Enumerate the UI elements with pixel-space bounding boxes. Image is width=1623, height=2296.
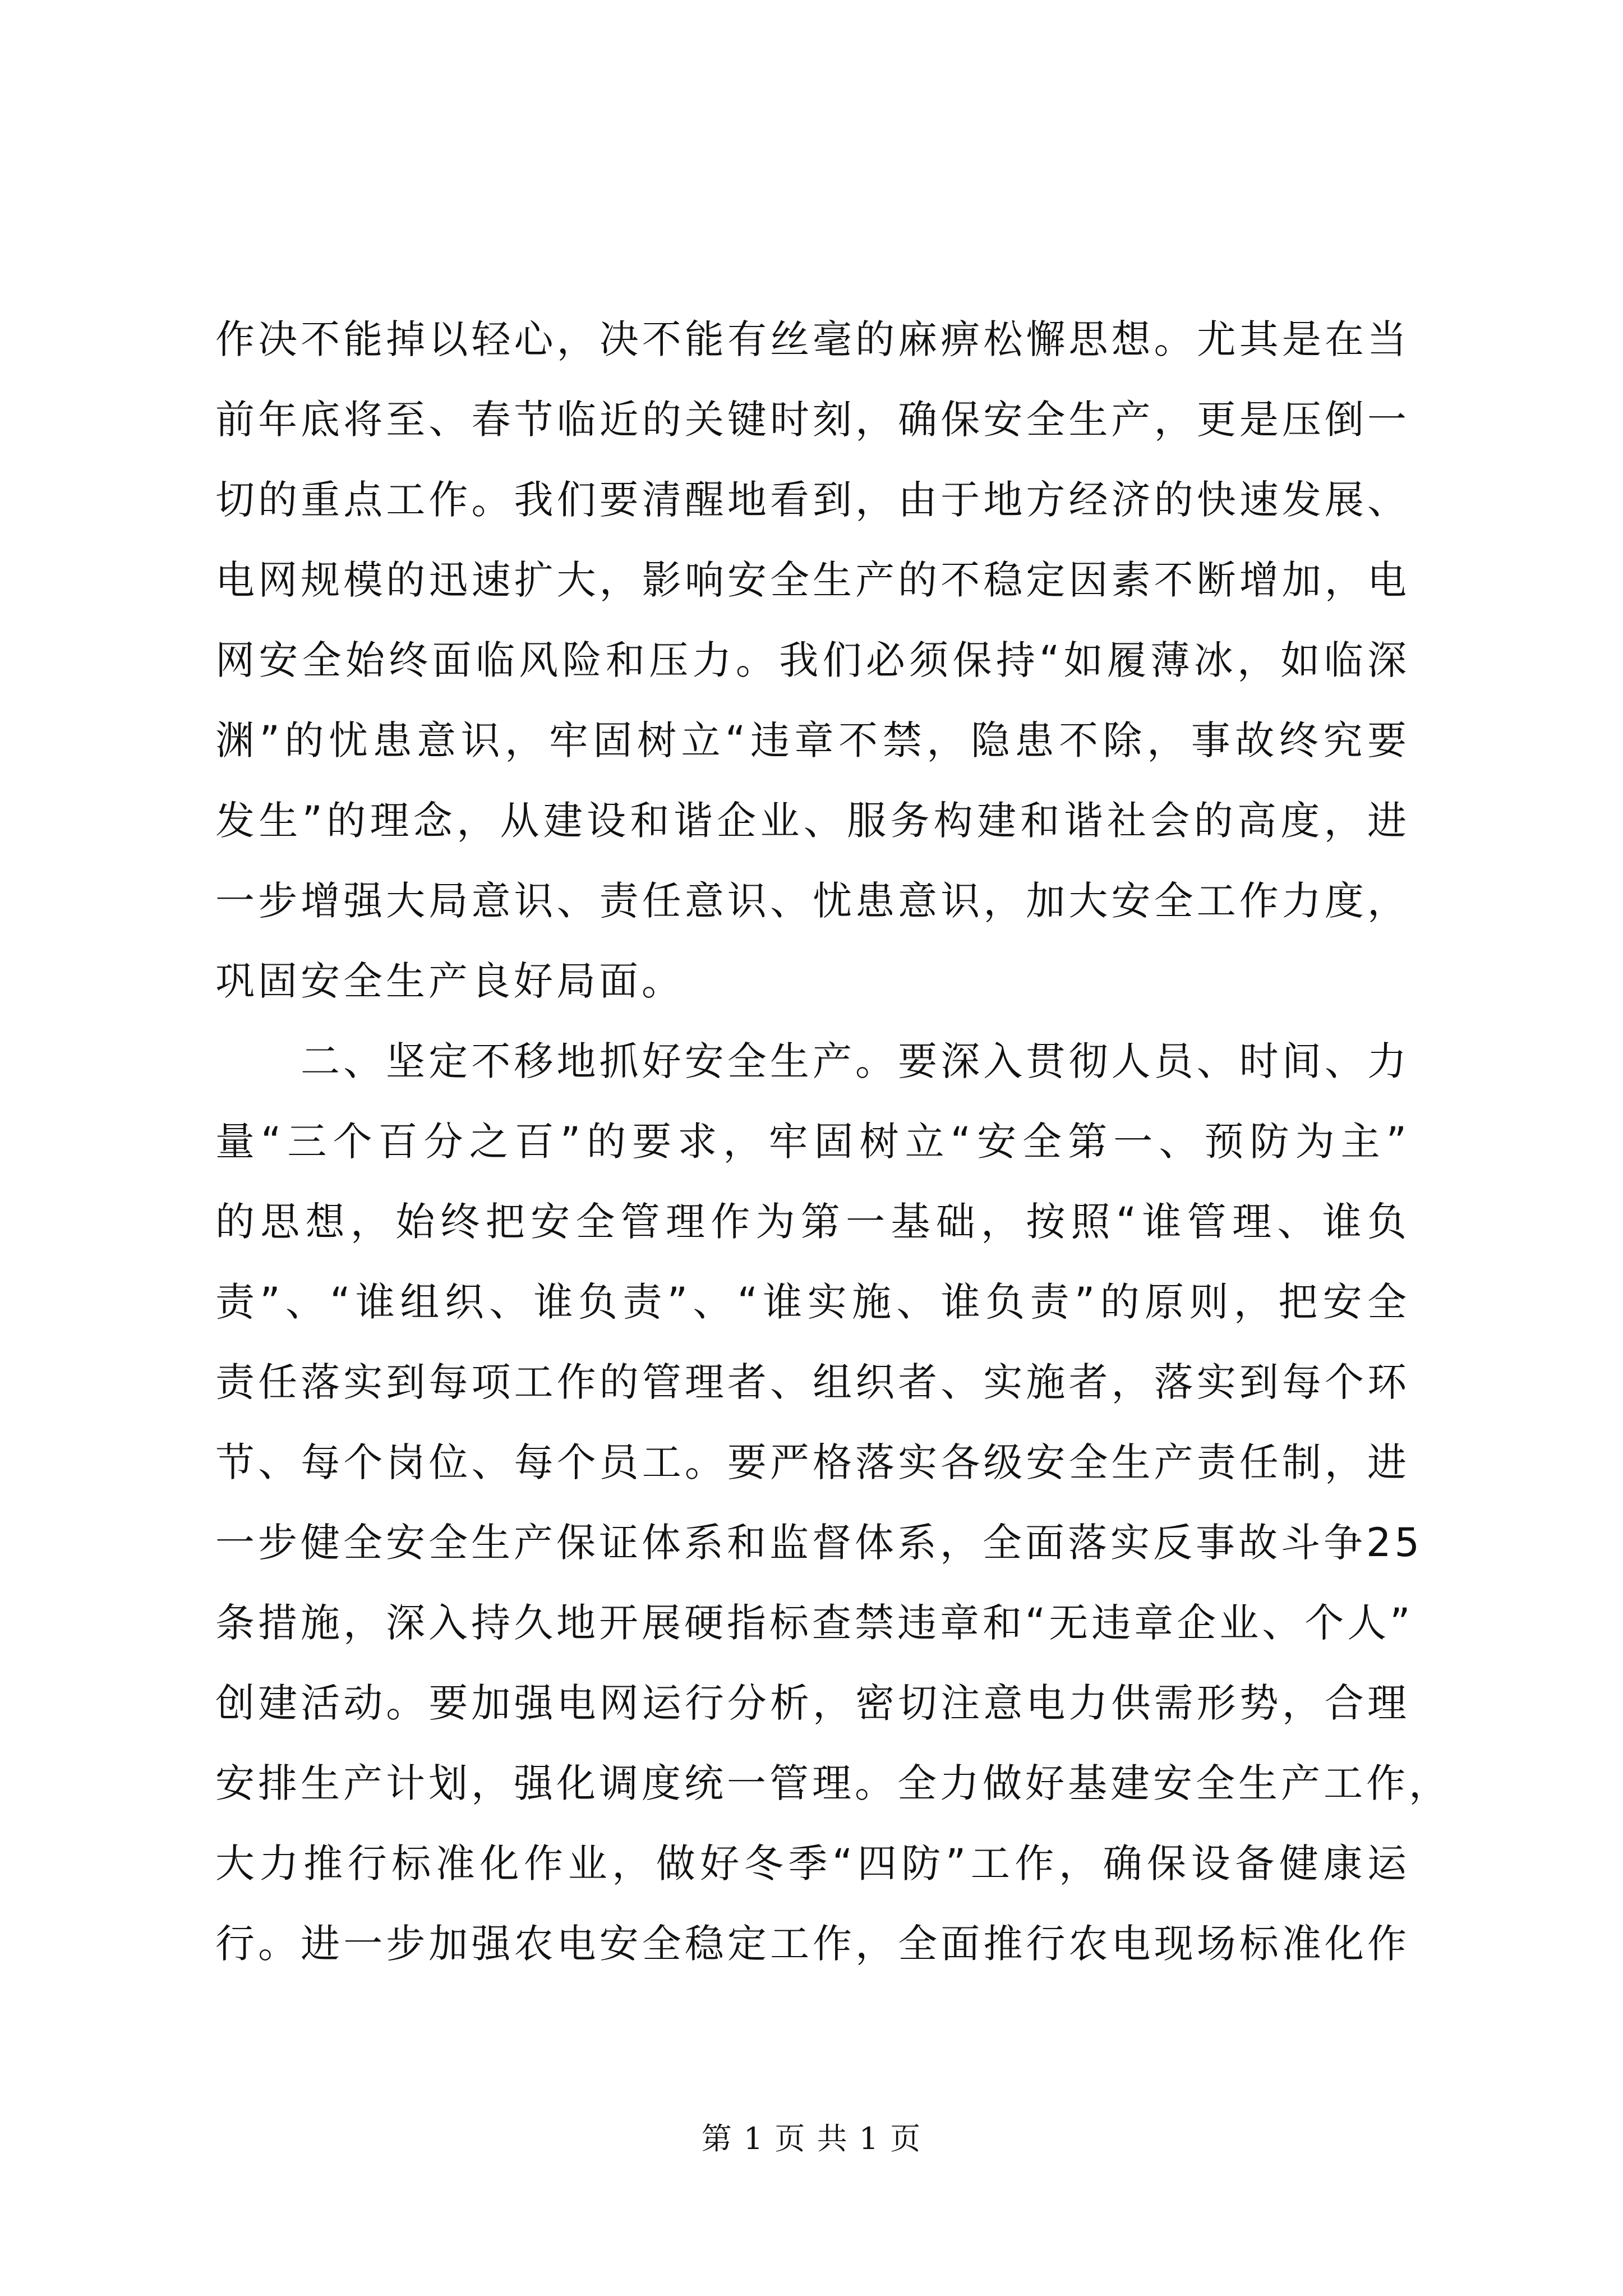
text-line: 二、坚定不移地抓好安全生产。要深入贯彻人员、时间、力 <box>301 1038 1410 1084</box>
text-line: 节、每个岗位、每个员工。要严格落实各级安全生产责任制，进 <box>215 1439 1410 1485</box>
text-line: 的思想，始终把安全管理作为第一基础，按照“谁管理、谁负 <box>215 1199 1410 1245</box>
paragraph-2 <box>215 1022 1451 1984</box>
text-line: 巩固安全生产良好局面。 <box>215 958 684 1004</box>
text-line: 安排生产计划，强化调度统一管理。全力做好基建安全生产工作， <box>215 1760 1451 1806</box>
body-text <box>215 300 1451 1984</box>
page-number-footer: 第 1 页 共 1 页 <box>701 2121 922 2156</box>
text-line: 行。进一步加强农电安全稳定工作，全面推行农电现场标准化作 <box>215 1921 1410 1967</box>
text-line: 条措施，深入持久地开展硬指标查禁违章和“无违章企业、个人” <box>215 1600 1414 1646</box>
text-line: 网安全始终面临风险和压力。我们必须保持“如履薄冰，如临深 <box>215 637 1410 683</box>
text-line: 切的重点工作。我们要清醒地看到，由于地方经济的快速发展、 <box>215 477 1410 523</box>
text-line: 责任落实到每项工作的管理者、组织者、实施者，落实到每个环 <box>215 1359 1410 1405</box>
paragraph-1 <box>215 300 1410 1022</box>
text-line: 渊”的忧患意识，牢固树立“违章不禁，隐患不除，事故终究要 <box>215 717 1410 763</box>
text-line: 责”、“谁组织、谁负责”、“谁实施、谁负责”的原则，把安全 <box>215 1279 1410 1325</box>
text-line: 发生”的理念，从建设和谐企业、服务构建和谐社会的高度，进 <box>215 798 1410 844</box>
text-line: 创建活动。要加强电网运行分析，密切注意电力供需形势，合理 <box>215 1680 1410 1726</box>
text-line: 前年底将至、春节临近的关键时刻，确保安全生产，更是压倒一 <box>215 397 1410 443</box>
text-line: 一步健全安全生产保证体系和监督体系，全面落实反事故斗争25 <box>215 1520 1423 1566</box>
text-line: 一步增强大局意识、责任意识、忧患意识，加大安全工作力度， <box>215 878 1410 924</box>
text-line: 大力推行标准化作业，做好冬季“四防”工作，确保设备健康运 <box>215 1841 1410 1887</box>
text-line: 电网规模的迅速扩大，影响安全生产的不稳定因素不断增加，电 <box>215 557 1410 603</box>
text-line: 作决不能掉以轻心，决不能有丝毫的麻痹松懈思想。尤其是在当 <box>215 316 1410 362</box>
text-line: 量“三个百分之百”的要求，牢固树立“安全第一、预防为主” <box>215 1119 1410 1165</box>
